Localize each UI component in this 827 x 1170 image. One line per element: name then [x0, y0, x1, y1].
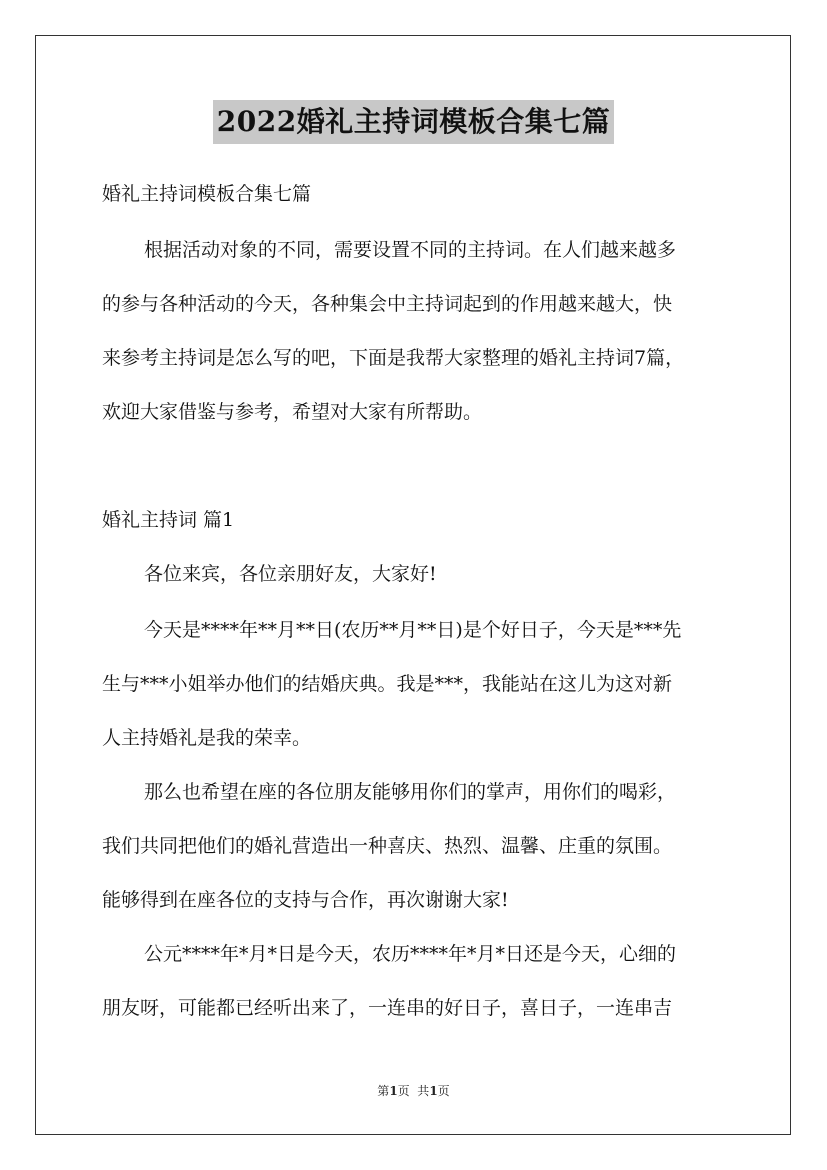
paragraph-line: 那么也希望在座的各位朋友能够用你们的掌声，用你们的喝彩， [144, 781, 677, 803]
section-heading: 婚礼主持词 篇1 [102, 509, 235, 531]
paragraph-line: 能够得到在座各位的支持与合作，再次谢谢大家! [102, 889, 509, 911]
paragraph-line: 我们共同把他们的婚礼营造出一种喜庆、热烈、温馨、庄重的氛围。 [102, 835, 673, 857]
paragraph-line: 人主持婚礼是我的荣幸。 [102, 727, 312, 749]
paragraph-line: 朋友呀，可能都已经听出来了，一连串的好日子，喜日子，一连串吉 [102, 997, 673, 1019]
paragraph-line: 的参与各种活动的今天，各种集会中主持词起到的作用越来越大，快 [102, 293, 673, 315]
title-container [0, 100, 827, 144]
footer-mid: 页 共 [397, 1084, 430, 1098]
total-page-number: 1 [429, 1084, 438, 1098]
current-page-number: 1 [389, 1084, 398, 1098]
paragraph-line: 来参考主持词是怎么写的吧，下面是我帮大家整理的婚礼主持词7篇， [102, 347, 685, 369]
paragraph-line: 公元****年*月*日是今天，农历****年*月*日还是今天，心细的 [144, 943, 677, 965]
document-title: 2022婚礼主持词模板合集七篇 [213, 100, 614, 144]
footer-prefix: 第 [377, 1084, 390, 1098]
page-footer [0, 1082, 827, 1099]
paragraph-line: 根据活动对象的不同，需要设置不同的主持词。在人们越来越多 [144, 239, 677, 261]
paragraph-line: 欢迎大家借鉴与参考，希望对大家有所帮助。 [102, 401, 483, 423]
paragraph-line: 各位来宾，各位亲朋好友，大家好! [144, 563, 437, 585]
subtitle: 婚礼主持词模板合集七篇 [102, 183, 312, 205]
footer-suffix: 页 [437, 1084, 450, 1098]
paragraph-line: 生与***小姐举办他们的结婚庆典。我是***，我能站在这儿为这对新 [102, 673, 673, 695]
paragraph-line: 今天是****年**月**日(农历**月**日)是个好日子，今天是***先 [144, 619, 682, 641]
